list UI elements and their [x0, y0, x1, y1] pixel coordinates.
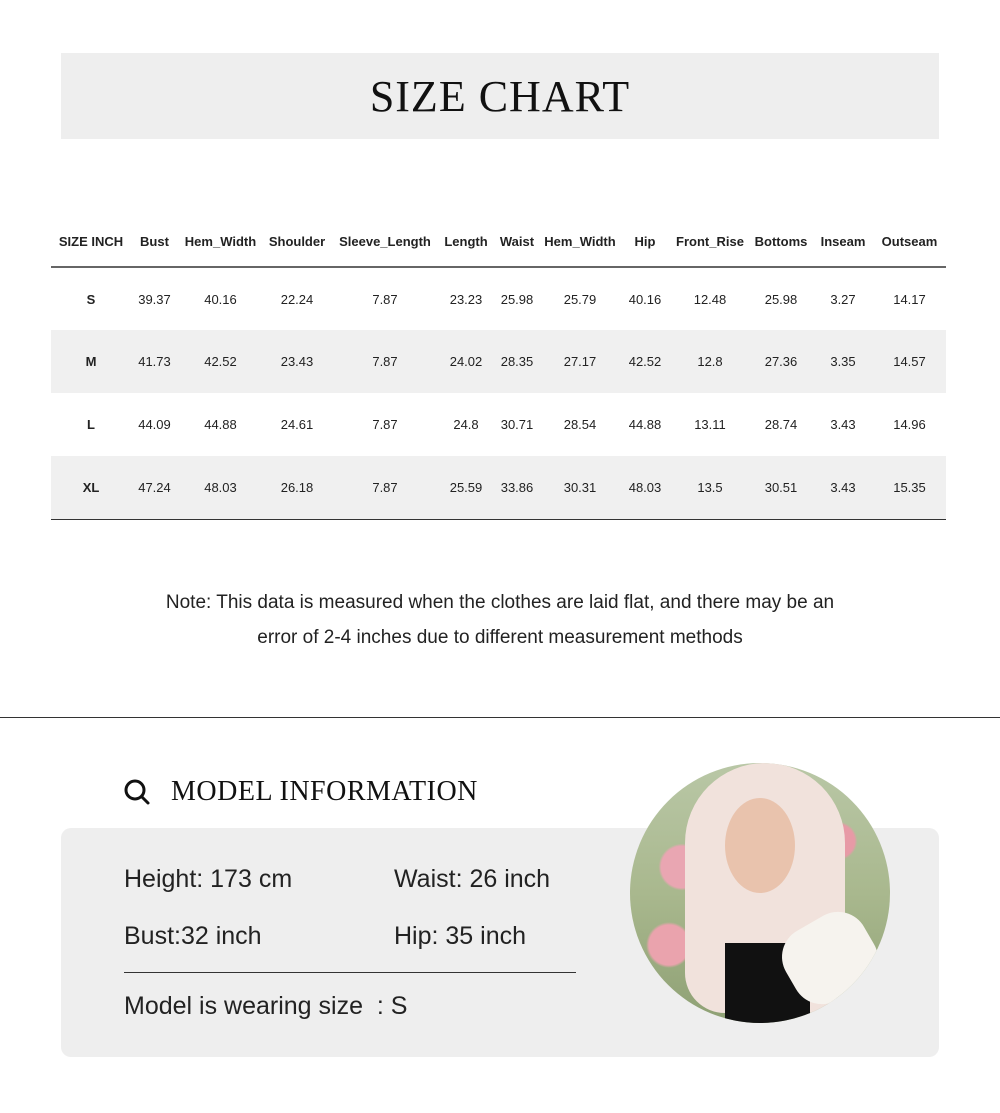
table-cell: 30.51	[749, 456, 813, 519]
measurement-note	[100, 585, 900, 655]
table-cell: 26.18	[263, 456, 331, 519]
table-cell: 28.54	[563, 417, 597, 432]
table-cell: 7.87	[372, 417, 398, 432]
size-cell: L	[87, 417, 95, 432]
col-header: Shoulder	[263, 217, 331, 267]
card-divider	[124, 972, 576, 973]
table-cell: 24.8	[453, 417, 479, 432]
table-cell: 23.43	[263, 330, 331, 393]
table-cell: 40.16	[628, 291, 662, 307]
col-header: Length	[439, 217, 493, 267]
table-cell: 39.37	[138, 291, 171, 307]
table-cell: 15.35	[873, 456, 946, 519]
size-chart-title: SIZE CHART	[369, 71, 631, 121]
table-cell: 7.87	[372, 291, 398, 307]
table-row	[51, 330, 946, 393]
table-cell: 42.52	[619, 330, 671, 393]
table-row	[51, 393, 946, 456]
table-cell: 22.24	[280, 291, 314, 307]
table-cell: 48.03	[178, 456, 263, 519]
col-header: Front_Rise	[671, 217, 749, 267]
table-cell: 24.61	[280, 417, 314, 432]
col-header: Hem_Width	[541, 217, 619, 267]
table-cell: 12.48	[693, 291, 727, 307]
size-cell: S	[86, 291, 96, 307]
table-cell: 44.88	[628, 417, 662, 432]
table-cell: 41.73	[131, 330, 178, 393]
table-cell: 7.87	[331, 456, 439, 519]
table-cell: 25.98	[500, 291, 534, 307]
table-cell: 40.16	[204, 291, 237, 307]
model-hip: Hip: 35 inch	[394, 922, 527, 950]
col-header: Inseam	[813, 217, 873, 267]
table-cell: 42.52	[178, 330, 263, 393]
col-header: Hem_Width	[178, 217, 263, 267]
table-cell: 27.17	[541, 330, 619, 393]
size-cell: M	[51, 330, 131, 393]
table-row	[51, 267, 946, 330]
section-divider	[0, 717, 1000, 718]
table-cell: 12.8	[671, 330, 749, 393]
table-cell: 13.11	[694, 417, 726, 432]
table-cell: 25.98	[764, 291, 798, 307]
model-waist: Waist: 26 inch	[394, 865, 551, 893]
table-cell: 25.59	[439, 456, 493, 519]
table-cell: 44.09	[138, 417, 171, 432]
table-cell: 14.57	[873, 330, 946, 393]
col-header: Hip	[619, 217, 671, 267]
table-cell: 13.5	[671, 456, 749, 519]
table-cell: 44.88	[204, 417, 237, 432]
size-chart-table	[51, 217, 946, 520]
col-header: Sleeve_Length	[331, 217, 439, 267]
model-bust: Bust:32 inch	[124, 922, 262, 950]
col-header: Bust	[131, 217, 178, 267]
table-cell: 28.35	[493, 330, 541, 393]
table-cell: 3.27	[830, 291, 856, 307]
table-cell: 25.79	[563, 291, 597, 307]
table-row	[51, 456, 946, 519]
table-cell: 47.24	[131, 456, 178, 519]
size-chart-title-band	[61, 53, 939, 139]
col-header: Outseam	[873, 217, 946, 267]
col-header: Waist	[493, 217, 541, 267]
table-cell: 30.71	[500, 417, 534, 432]
model-photo	[630, 763, 890, 1023]
col-header: SIZE INCH	[51, 217, 131, 267]
table-cell: 48.03	[619, 456, 671, 519]
size-cell: XL	[51, 456, 131, 519]
model-info-title: MODEL INFORMATION	[171, 776, 478, 807]
model-height: Height: 173 cm	[124, 865, 293, 893]
table-cell: 7.87	[331, 330, 439, 393]
table-cell: 3.35	[813, 330, 873, 393]
table-cell: 28.74	[764, 417, 798, 432]
table-cell: 23.23	[449, 291, 483, 307]
table-cell: 27.36	[749, 330, 813, 393]
table-header-row	[51, 217, 946, 267]
model-info-heading	[123, 772, 478, 812]
table-cell: 14.96	[893, 417, 926, 432]
note-line-2: error of 2-4 inches due to different measurement methods	[257, 627, 743, 648]
model-wearing-size: Model is wearing size : S	[124, 992, 408, 1020]
note-line-1: Note: This data is measured when the clothes are laid flat, and there may be an	[165, 592, 835, 613]
search-icon	[123, 778, 151, 806]
col-header: Bottoms	[749, 217, 813, 267]
table-cell: 3.43	[830, 417, 856, 432]
table-cell: 24.02	[439, 330, 493, 393]
table-cell: 3.43	[813, 456, 873, 519]
table-cell: 14.17	[893, 291, 926, 307]
table-cell: 30.31	[541, 456, 619, 519]
table-cell: 33.86	[493, 456, 541, 519]
